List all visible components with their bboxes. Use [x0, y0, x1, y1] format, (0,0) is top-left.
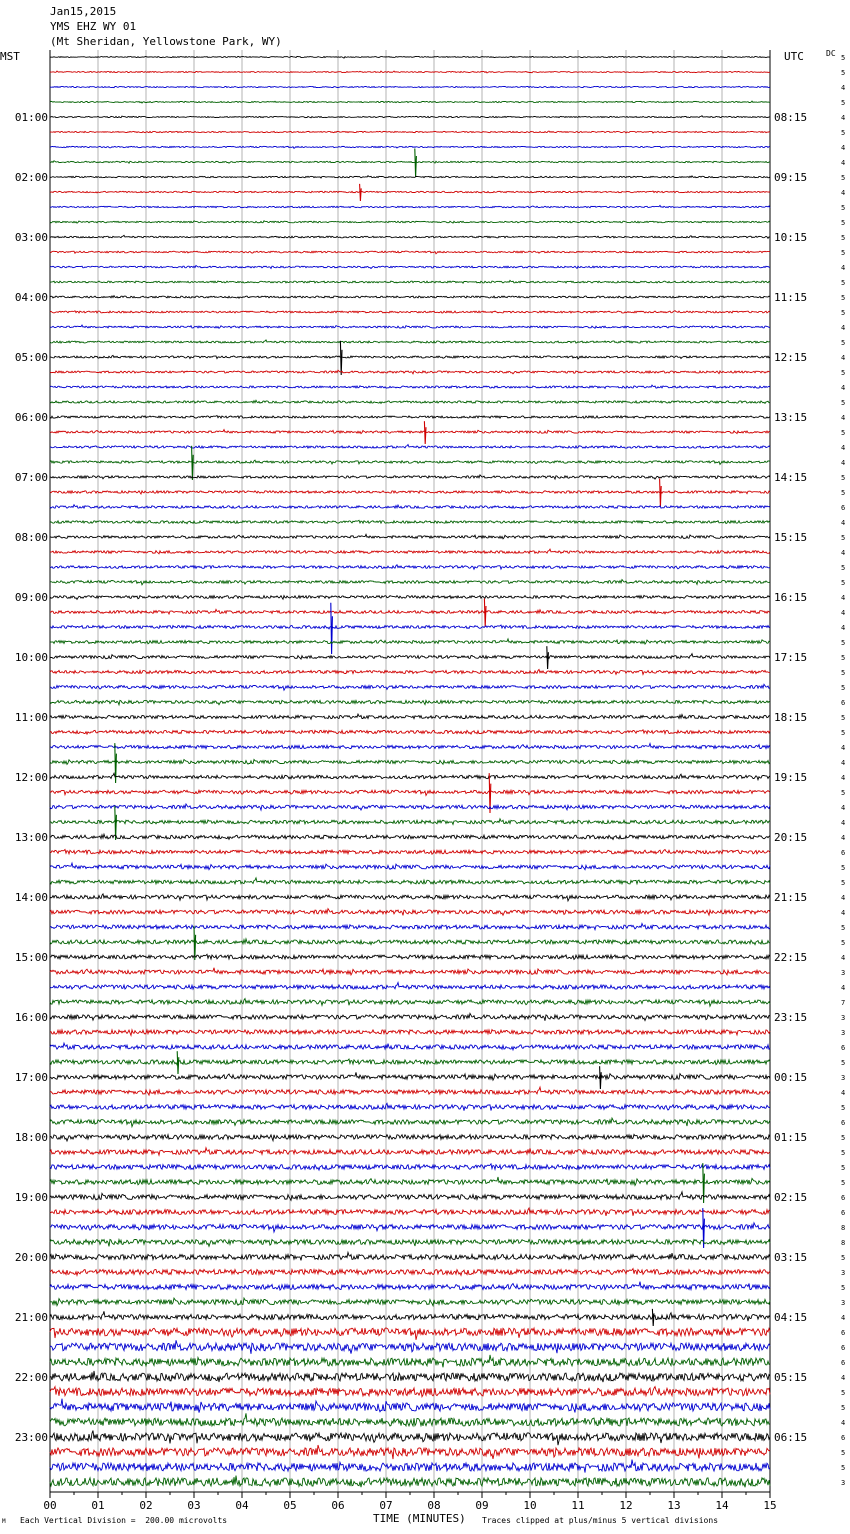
trace-row: [50, 968, 770, 975]
right-hour-label: 12:15: [774, 351, 808, 364]
x-tick-label: 01: [91, 1499, 105, 1512]
right-hour-label: 15:15: [774, 531, 808, 544]
right-hour-label: 18:15: [774, 711, 808, 724]
dc-offset-value: 5: [841, 429, 846, 437]
dc-offset-value: 4: [841, 759, 846, 767]
event-spike: [331, 603, 333, 654]
right-hour-label: 16:15: [774, 591, 808, 604]
trace-row: [50, 1072, 770, 1080]
dc-offset-value: 3: [841, 1299, 846, 1307]
dc-offset-value: 4: [841, 804, 846, 812]
dc-offset-value: 5: [841, 654, 846, 662]
dc-offset-value: 4: [841, 414, 846, 422]
trace-row: [50, 1269, 770, 1276]
trace-row: [50, 1252, 770, 1260]
left-hour-label: 06:00: [14, 411, 48, 424]
right-hour-label: 04:15: [774, 1311, 808, 1324]
trace-row: [50, 609, 770, 614]
dc-offset-value: 5: [841, 369, 846, 377]
right-hour-label: 17:15: [774, 651, 808, 664]
trace-row: [50, 1059, 770, 1065]
x-tick-label: 07: [379, 1499, 393, 1512]
dc-offset-value: 5: [841, 249, 846, 257]
dc-offset-value: 5: [841, 579, 846, 587]
left-hour-label: 01:00: [14, 111, 48, 124]
trace-row: [50, 71, 770, 73]
right-hour-label: 08:15: [774, 111, 808, 124]
trace-row: [50, 205, 770, 208]
trace-row: [50, 1208, 770, 1216]
left-hour-label: 21:00: [14, 1311, 48, 1324]
trace-row: [50, 325, 770, 328]
event-spike: [340, 341, 342, 375]
trace-row: [50, 534, 770, 539]
right-hour-label: 14:15: [774, 471, 808, 484]
x-tick-label: 11: [571, 1499, 585, 1512]
trace-row: [50, 1148, 770, 1155]
trace-row: [50, 1177, 770, 1185]
x-tick-label: 06: [331, 1499, 345, 1512]
dc-offset-value: 5: [841, 489, 846, 497]
left-hour-label: 13:00: [14, 831, 48, 844]
right-hour-label: 21:15: [774, 891, 808, 904]
dc-offset-value: 5: [841, 789, 846, 797]
dc-offset-value: 3: [841, 1014, 846, 1022]
dc-offset-value: 5: [841, 1464, 846, 1472]
trace-row: [50, 340, 770, 343]
trace-row: [50, 894, 770, 901]
left-hour-label: 05:00: [14, 351, 48, 364]
dc-offset-value: 5: [841, 54, 846, 62]
dc-offset-value: 6: [841, 504, 846, 512]
trace-row: [50, 1445, 770, 1459]
dc-offset-value: 5: [841, 129, 846, 137]
dc-offset-value: 6: [841, 1209, 846, 1217]
dc-offset-value: 4: [841, 1089, 846, 1097]
left-zone-label: MST: [0, 50, 20, 63]
trace-row: [50, 251, 770, 254]
trace-row: [50, 161, 770, 163]
dc-offset-value: 6: [841, 1194, 846, 1202]
dc-offset-value: 5: [841, 219, 846, 227]
dc-offset-value: 6: [841, 849, 846, 857]
trace-row: [50, 131, 770, 133]
right-hour-label: 01:15: [774, 1131, 808, 1144]
trace-row: [50, 1340, 770, 1354]
dc-offset-value: 5: [841, 1179, 846, 1187]
x-tick-label: 02: [139, 1499, 153, 1512]
dc-offset-value: 5: [841, 1254, 846, 1262]
left-hour-label: 23:00: [14, 1431, 48, 1444]
trace-row: [50, 670, 770, 675]
dc-offset-value: 3: [841, 1479, 846, 1487]
dc-offset-value: 5: [841, 729, 846, 737]
dc-offset-value: 5: [841, 339, 846, 347]
trace-row: [50, 939, 770, 945]
right-hour-label: 11:15: [774, 291, 808, 304]
dc-offset-value: 5: [841, 534, 846, 542]
trace-row: [50, 1311, 770, 1321]
trace-row: [50, 1118, 770, 1127]
trace-row: [50, 714, 770, 719]
dc-offset-value: 4: [841, 744, 846, 752]
trace-row: [50, 1103, 770, 1110]
dc-offset-value: 6: [841, 1344, 846, 1352]
dc-offset-value: 3: [841, 1029, 846, 1037]
station-label: YMS EHZ WY 01: [50, 20, 137, 33]
trace-row: [50, 700, 770, 704]
left-hour-label: 02:00: [14, 171, 48, 184]
left-hour-label: 15:00: [14, 951, 48, 964]
dc-offset-value: 5: [841, 1404, 846, 1412]
trace-row: [50, 1298, 770, 1306]
right-hour-label: 22:15: [774, 951, 808, 964]
dc-offset-value: 5: [841, 1059, 846, 1067]
trace-row: [50, 730, 770, 734]
event-spike: [547, 646, 549, 669]
dc-offset-value: 4: [841, 984, 846, 992]
dc-offset-value: 4: [841, 549, 846, 557]
dc-offset-value: 5: [841, 294, 846, 302]
trace-row: [50, 580, 770, 585]
trace-row: [50, 924, 770, 930]
left-hour-label: 07:00: [14, 471, 48, 484]
dc-label: DC: [826, 49, 836, 58]
dc-offset-value: 4: [841, 144, 846, 152]
right-hour-label: 19:15: [774, 771, 808, 784]
left-hour-label: 10:00: [14, 651, 48, 664]
left-hour-label: 12:00: [14, 771, 48, 784]
dc-offset-value: 4: [841, 624, 846, 632]
dc-offset-value: 5: [841, 204, 846, 212]
dc-offset-value: 4: [841, 264, 846, 272]
dc-offset-value: 4: [841, 84, 846, 92]
date-label: Jan15,2015: [50, 5, 117, 18]
trace-row: [50, 549, 770, 554]
dc-offset-value: 5: [841, 639, 846, 647]
trace-row: [50, 86, 770, 88]
x-tick-label: 00: [43, 1499, 57, 1512]
trace-row: [50, 221, 770, 223]
dc-offset-value: 7: [841, 999, 846, 1007]
dc-offset-value: 4: [841, 159, 846, 167]
left-hour-label: 04:00: [14, 291, 48, 304]
clip-note: Traces clipped at plus/minus 5 vertical divisions: [482, 1516, 719, 1525]
trace-row: [50, 804, 770, 810]
dc-offset-value: 6: [841, 699, 846, 707]
trace-row: [50, 1164, 770, 1170]
dc-offset-value: 5: [841, 924, 846, 932]
trace-row: [50, 1460, 770, 1473]
right-hour-label: 09:15: [774, 171, 808, 184]
trace-row: [50, 491, 770, 494]
dc-offset-value: 5: [841, 174, 846, 182]
trace-row: [50, 56, 770, 58]
left-hour-label: 09:00: [14, 591, 48, 604]
event-spike: [360, 184, 362, 201]
trace-row: [50, 639, 770, 644]
right-hour-label: 10:15: [774, 231, 808, 244]
dc-offset-value: 3: [841, 1074, 846, 1082]
trace-row: [50, 819, 770, 825]
trace-row: [50, 760, 770, 765]
dc-offset-value: 4: [841, 954, 846, 962]
dc-offset-value: 4: [841, 774, 846, 782]
event-spike: [484, 599, 486, 628]
trace-row: [50, 355, 770, 359]
trace-row: [50, 1387, 770, 1397]
corner-mark: M: [2, 1518, 6, 1525]
trace-row: [50, 400, 770, 403]
trace-row: [50, 565, 770, 569]
x-tick-label: 15: [763, 1499, 777, 1512]
trace-row: [50, 520, 770, 523]
x-tick-label: 12: [619, 1499, 633, 1512]
left-hour-label: 14:00: [14, 891, 48, 904]
dc-offset-value: 5: [841, 99, 846, 107]
dc-offset-value: 5: [841, 1389, 846, 1397]
dc-offset-value: 4: [841, 114, 846, 122]
event-spike: [600, 1066, 602, 1089]
trace-row: [50, 475, 770, 479]
trace-row: [50, 595, 770, 599]
trace-row: [50, 505, 770, 509]
trace-row: [50, 385, 770, 388]
left-hour-label: 03:00: [14, 231, 48, 244]
trace-row: [50, 1030, 770, 1036]
trace-row: [50, 146, 770, 148]
dc-offset-value: 5: [841, 1149, 846, 1157]
trace-row: [50, 176, 770, 178]
dc-offset-value: 5: [841, 714, 846, 722]
dc-offset-value: 4: [841, 519, 846, 527]
dc-offset-value: 6: [841, 1329, 846, 1337]
dc-offset-value: 5: [841, 309, 846, 317]
trace-row: [50, 1087, 770, 1095]
dc-offset-value: 6: [841, 1044, 846, 1052]
scale-note: Each Vertical Division = 200.00 microvolts: [20, 1516, 228, 1525]
right-hour-label: 23:15: [774, 1011, 808, 1024]
dc-offset-value: 5: [841, 474, 846, 482]
trace-row: [50, 1223, 770, 1232]
dc-offset-value: 8: [841, 1224, 846, 1232]
trace-row: [50, 1192, 770, 1201]
dc-offset-value: 4: [841, 354, 846, 362]
right-hour-label: 06:15: [774, 1431, 808, 1444]
trace-row: [50, 445, 770, 449]
trace-row: [50, 101, 770, 103]
trace-row: [50, 311, 770, 313]
event-spike: [415, 149, 417, 178]
trace-row: [50, 684, 770, 690]
trace-row: [50, 1355, 770, 1367]
dc-offset-value: 5: [841, 399, 846, 407]
trace-row: [50, 834, 770, 839]
dc-offset-value: 5: [841, 564, 846, 572]
x-tick-label: 05: [283, 1499, 297, 1512]
dc-offset-value: 5: [841, 864, 846, 872]
trace-row: [50, 790, 770, 795]
dc-offset-value: 4: [841, 1374, 846, 1382]
trace-row: [50, 1240, 770, 1247]
trace-row: [50, 625, 770, 629]
trace-row: [50, 863, 770, 870]
x-axis-label: TIME (MINUTES): [373, 1512, 466, 1525]
trace-row: [50, 850, 770, 855]
dc-offset-value: 4: [841, 609, 846, 617]
event-spike: [660, 479, 662, 508]
right-hour-label: 20:15: [774, 831, 808, 844]
dc-offset-value: 4: [841, 459, 846, 467]
dc-offset-value: 4: [841, 894, 846, 902]
event-spike: [177, 1051, 179, 1074]
trace-row: [50, 1399, 770, 1413]
left-hour-label: 08:00: [14, 531, 48, 544]
dc-offset-value: 5: [841, 1449, 846, 1457]
right-hour-label: 13:15: [774, 411, 808, 424]
dc-offset-value: 4: [841, 594, 846, 602]
event-spike: [652, 1309, 654, 1326]
dc-offset-value: 6: [841, 1119, 846, 1127]
trace-row: [50, 280, 770, 283]
trace-row: [50, 416, 770, 419]
left-hour-label: 19:00: [14, 1191, 48, 1204]
dc-offset-value: 5: [841, 234, 846, 242]
trace-row: [50, 430, 770, 434]
x-tick-label: 03: [187, 1499, 201, 1512]
trace-row: [50, 983, 770, 990]
trace-row: [50, 1328, 770, 1340]
dc-offset-value: 5: [841, 939, 846, 947]
trace-row: [50, 999, 770, 1007]
dc-offset-value: 4: [841, 909, 846, 917]
x-tick-label: 09: [475, 1499, 489, 1512]
dc-offset-value: 5: [841, 1134, 846, 1142]
dc-offset-value: 5: [841, 1284, 846, 1292]
trace-row: [50, 266, 770, 269]
trace-row: [50, 1431, 770, 1446]
x-tick-label: 08: [427, 1499, 441, 1512]
dc-offset-value: 4: [841, 189, 846, 197]
trace-row: [50, 116, 770, 118]
trace-row: [50, 654, 770, 659]
trace-row: [50, 370, 770, 374]
location-label: (Mt Sheridan, Yellowstone Park, WY): [50, 35, 282, 48]
dc-offset-value: 5: [841, 1104, 846, 1112]
right-hour-label: 02:15: [774, 1191, 808, 1204]
trace-row: [50, 773, 770, 779]
trace-row: [50, 909, 770, 916]
dc-offset-value: 6: [841, 1359, 846, 1367]
trace-row: [50, 296, 770, 299]
dc-offset-value: 4: [841, 324, 846, 332]
dc-offset-value: 4: [841, 444, 846, 452]
right-hour-label: 00:15: [774, 1071, 808, 1084]
trace-row: [50, 1013, 770, 1020]
event-spike: [424, 421, 426, 444]
x-tick-label: 04: [235, 1499, 249, 1512]
trace-row: [50, 878, 770, 884]
event-spike: [192, 446, 194, 480]
x-tick-label: 14: [715, 1499, 729, 1512]
left-hour-label: 18:00: [14, 1131, 48, 1144]
dc-offset-value: 5: [841, 1164, 846, 1172]
dc-offset-value: 4: [841, 1314, 846, 1322]
trace-row: [50, 1413, 770, 1426]
dc-offset-value: 5: [841, 69, 846, 77]
trace-row: [50, 460, 770, 464]
trace-row: [50, 1043, 770, 1050]
dc-offset-value: 4: [841, 384, 846, 392]
left-hour-label: 20:00: [14, 1251, 48, 1264]
trace-row: [50, 1371, 770, 1382]
event-spike: [194, 926, 196, 960]
trace-row: [50, 1282, 770, 1290]
right-hour-label: 03:15: [774, 1251, 808, 1264]
dc-offset-value: 8: [841, 1239, 846, 1247]
trace-row: [50, 954, 770, 959]
dc-offset-value: 4: [841, 819, 846, 827]
dc-offset-value: 5: [841, 879, 846, 887]
dc-offset-value: 6: [841, 1434, 846, 1442]
dc-offset-value: 4: [841, 1419, 846, 1427]
left-hour-label: 11:00: [14, 711, 48, 724]
trace-row: [50, 235, 770, 238]
trace-row: [50, 191, 770, 193]
dc-offset-value: 3: [841, 969, 846, 977]
dc-offset-value: 5: [841, 684, 846, 692]
x-tick-label: 10: [523, 1499, 537, 1512]
dc-offset-value: 4: [841, 834, 846, 842]
right-zone-label: UTC: [784, 50, 804, 63]
trace-row: [50, 1134, 770, 1141]
left-hour-label: 22:00: [14, 1371, 48, 1384]
right-hour-label: 05:15: [774, 1371, 808, 1384]
left-hour-label: 16:00: [14, 1011, 48, 1024]
left-hour-label: 17:00: [14, 1071, 48, 1084]
dc-offset-value: 5: [841, 279, 846, 287]
dc-offset-value: 5: [841, 669, 846, 677]
trace-row: [50, 1476, 770, 1488]
dc-offset-value: 3: [841, 1269, 846, 1277]
trace-row: [50, 744, 770, 750]
x-tick-label: 13: [667, 1499, 681, 1512]
